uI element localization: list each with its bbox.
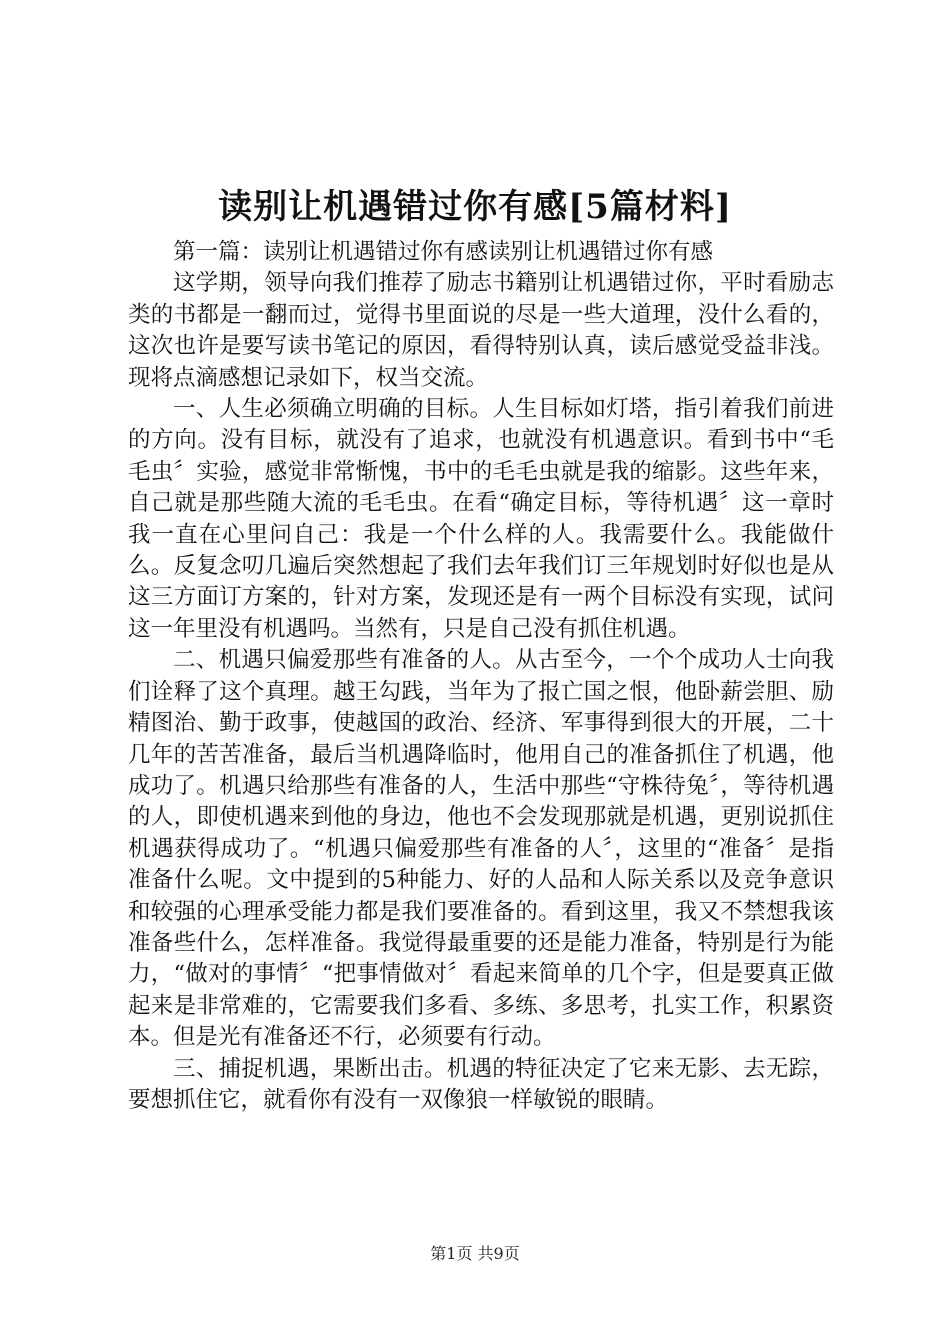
paragraph: 这学期，领导向我们推荐了励志书籍别让机遇错过你，平时看励志类的书都是一翻而过，觉得书里面说的尽是一些大道理，没什么看的，这次也许是要写读书笔记的原因，看得特别认真，读后感觉受益非浅。现将点滴感想记录如下，权当交流。 bbox=[128, 270, 834, 391]
page-number: 第1页 共9页 bbox=[430, 1244, 520, 1263]
section-heading: 第一篇：读别让机遇错过你有感读别让机遇错过你有感 bbox=[173, 239, 714, 265]
document-title: 读别让机遇错过你有感[5篇材料] bbox=[218, 187, 732, 227]
paragraph: 三、捕捉机遇，果断出击。机遇的特征决定了它来无影、去无踪，要想抓住它，就看你有没有一双像狼一样敏锐的眼睛。 bbox=[128, 1055, 834, 1113]
paragraph: 一、人生必须确立明确的目标。人生目标如灯塔，指引着我们前进的方向。没有目标，就没有了追求，也就没有机遇意识。看到书中“毛毛虫〞实验，感觉非常惭愧，书中的毛毛虫就是我的缩影。这些年来，自己就是那些随大流的毛毛虫。在看“确定目标，等待机遇〞这一章时我一直在心里问自己：我是一个什么样的人。我需要什么。我能做什么。反复念叨几遍后突然想起了我们去年我们订三年规划时好似也是从这三方面订方案的，针对方案，发现还是有一两个目标没有实现，试问这一年里没有机遇吗。当然有，只是自己没有抓住机遇。 bbox=[128, 396, 834, 642]
paragraph: 二、机遇只偏爱那些有准备的人。从古至今，一个个成功人士向我们诠释了这个真理。越王勾践，当年为了报亡国之恨，他卧薪尝胆、励精图治、勤于政事，使越国的政治、经济、军事得到很大的开展，二十几年的苦苦准备，最后当机遇降临时，他用自己的准备抓住了机遇，他成功了。机遇只给那些有准备的人，生活中那些“守株待兔〞，等待机遇的人，即使机遇来到他的身边，他也不会发现那就是机遇，更别说抓住机遇获得成功了。“机遇只偏爱那些有准备的人〞，这里的“准备〞是指准备什么呢。文中提到的5种能力、好的人品和人际关系以及竞争意识和较强的心理承受能力都是我们要准备的。看到这里，我又不禁想我该准备些什么，怎样准备。我觉得最重要的还是能力准备，特别是行为能力，“做对的事情〞“把事情做对〞看起来简单的几个字，但是要真正做起来是非常难的，它需要我们多看、多练、多思考，扎实工作，积累资本。但是光有准备还不行，必须要有行动。 bbox=[128, 647, 834, 1051]
document-body bbox=[128, 237, 834, 1116]
